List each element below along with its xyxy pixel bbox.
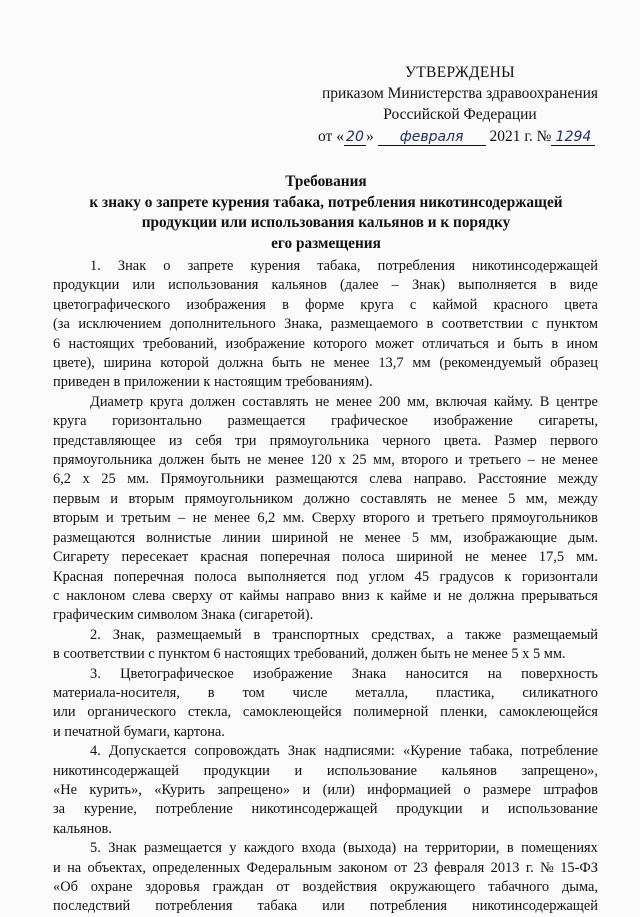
paragraph-line: и на объектах, определенных Федеральным законом от 23 февраля 2013 г. № 15-ФЗ <box>53 859 598 876</box>
paragraph-line: 5. Знак размещается у каждого входа (выхода) на территории, в помещениях <box>90 840 598 857</box>
paragraph-line: представляющее из себя три прямоугольника черного цвета. Размер первого <box>53 432 598 449</box>
title-line: его размещения <box>271 234 381 252</box>
handwritten-order-number: 1294 <box>551 129 595 146</box>
paragraph-line: продукции или использования кальянов (далее – Знак) выполняется в виде <box>53 277 598 294</box>
title-line: продукции или использования кальянов и к порядку <box>141 214 511 231</box>
paragraph-line: цвете), ширина которой должна быть не менее 13,7 мм (рекомендуемый образец <box>53 355 598 372</box>
paragraph-line: «Не курить», «Курить запрещено» и (или) информацией о размере штрафов <box>53 781 598 798</box>
date-prefix: от « <box>318 128 344 145</box>
approval-stamp <box>310 62 610 147</box>
paragraph-line: первым и вторым прямоугольником должно составлять не менее 5 мм, между <box>53 490 598 507</box>
paragraph-line: цветографического изображения в форме круга с каймой красного цвета <box>53 296 598 313</box>
paragraph-line: за курение, потребление никотинсодержащей продукции и использование <box>53 801 598 818</box>
paragraph-line: 6 настоящих требований, изображение которого может отличаться и быть в ином <box>53 335 598 352</box>
paragraph-line: материала-носителя, в том числе металла, пластика, силикатного <box>53 684 598 701</box>
paragraph-line: с наклоном слева сверху от каймы направо вниз к кайме и не должна прерываться <box>53 587 598 604</box>
title-line: к знаку о запрете курения табака, потребления никотинсодержащей <box>89 193 563 211</box>
paragraph-line: 3. Цветографическое изображение Знака наносится на поверхность <box>90 665 598 682</box>
document-title <box>60 172 592 254</box>
paragraph-line: кальянов. <box>53 820 112 837</box>
handwritten-month: февраля <box>378 129 486 146</box>
paragraph-line: и печатной бумаги, картона. <box>53 723 225 740</box>
paragraph-line: 6,2 x 25 мм. Прямоугольники размещаются слева направо. Расстояние между <box>53 471 598 488</box>
title-line: Требования <box>285 173 367 190</box>
paragraph-line: размещаются волнистые линии шириной не менее 5 мм, изображающие дым. <box>53 529 598 546</box>
paragraph-line: 4. Допускается сопровождать Знак надписями: «Курение табака, потребление <box>90 743 598 760</box>
paragraph-line: приведен в приложении к настоящим требованиям). <box>53 374 373 391</box>
handwritten-day: 20 <box>344 129 366 146</box>
paragraph-line: (за исключением дополнительного Знака, размещаемого в соответствии с пунктом <box>53 316 598 333</box>
approval-heading: УТВЕРЖДЕНЫ <box>405 64 515 81</box>
paragraph-line: или органического стекла, самоклеющейся полимерной пленки, самоклеющейся <box>53 704 598 721</box>
paragraph-line: 1. Знак о запрете курения табака, потребления никотинсодержащей <box>90 258 598 274</box>
date-year: 2021 г. № <box>489 128 552 145</box>
paragraph-line: графическим символом Знака (сигаретой). <box>53 607 314 624</box>
paragraph-line: круга горизонтально размещается графическое изображение сигареты, <box>53 413 598 430</box>
paragraph-line: «Об охране здоровья граждан от воздействия окружающего табачного дыма, <box>53 879 598 895</box>
paragraph-line: прямоугольника должен быть не менее 120 x 25 мм, второго и третьего – не менее <box>53 452 598 469</box>
paragraph-line: вторым и третьим – не менее 6,2 мм. Сверху второго и третьего прямоугольников <box>53 510 598 527</box>
paragraph-line: последствий потребления табака или потребления никотинсодержащей <box>53 898 598 915</box>
paragraph-line: в соответствии с пунктом 6 настоящих требований, должен быть не менее 5 x 5 мм. <box>53 646 566 663</box>
approval-issuer-country: Российской Федерации <box>383 106 537 123</box>
paragraph-line: Диаметр круга должен составлять не менее 200 мм, включая кайму. В центре <box>90 393 598 410</box>
paragraph-line: Красная поперечная полоса выполняется под углом 45 градусов к горизонтали <box>53 568 598 585</box>
date-day-suffix: » <box>365 128 374 145</box>
paragraph-line: никотинсодержащей продукции и использование кальянов запрещено», <box>53 762 598 779</box>
approval-issuer: приказом Министерства здравоохранения <box>321 85 599 102</box>
paragraph-line: Сигарету пересекает красная поперечная полоса шириной не менее 17,5 мм. <box>53 549 598 566</box>
paragraph-line: 2. Знак, размещаемый в транспортных средствах, а также размещаемый <box>90 626 598 643</box>
document-body <box>53 257 598 917</box>
approval-date-line <box>310 126 610 147</box>
